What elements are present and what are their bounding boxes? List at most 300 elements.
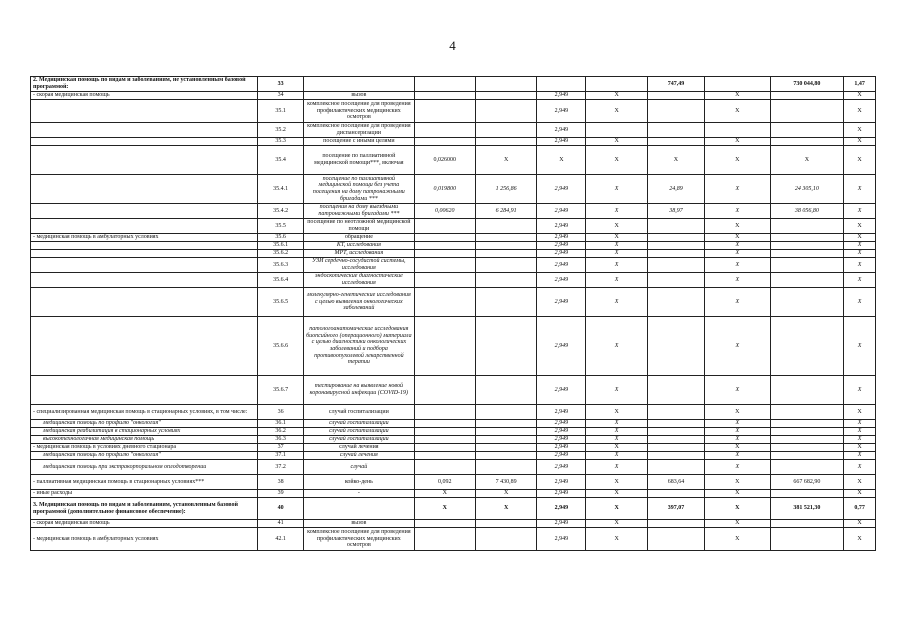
row-label-cell: медицинская помощь при экстракорпоральном оплодотворении [31,460,258,475]
table-cell [414,528,475,551]
table-cell [770,376,844,405]
table-row [31,475,876,490]
table-cell: X [705,428,770,436]
table-cell: 2,949 [537,490,586,498]
row-label-cell [31,273,258,288]
table-cell: X [705,452,770,460]
table-cell: 37.1 [258,452,304,460]
table-cell [475,444,536,452]
table-cell [705,77,770,92]
table-cell: X [586,436,647,444]
table-cell: 35.4 [258,146,304,175]
table-cell: X [705,520,770,528]
table-cell: X [586,138,647,146]
table-cell: X [844,146,876,175]
table-cell: X [844,123,876,138]
table-cell: 0,026000 [414,146,475,175]
table-cell: случай лечения [304,444,414,452]
table-row [31,175,876,204]
table-cell: 2,949 [537,288,586,317]
table-cell [647,317,704,376]
table-cell [475,219,536,234]
table-cell: 36.2 [258,428,304,436]
table-cell [475,100,536,123]
table-cell: посещение по неотложной медицинской помощи [304,219,414,234]
table-cell: X [705,219,770,234]
table-cell [414,123,475,138]
table-cell: 39 [258,490,304,498]
table-cell: 35.4.1 [258,175,304,204]
table-cell: 2,949 [537,250,586,258]
table-cell [647,123,704,138]
table-cell [475,452,536,460]
table-cell: 2,949 [537,428,586,436]
table-cell: 2,949 [537,475,586,490]
table-cell: X [586,258,647,273]
table-cell: X [586,460,647,475]
table-cell: 0,019800 [414,175,475,204]
table-cell [647,420,704,428]
table-cell: 397,07 [647,498,704,520]
table-row [31,452,876,460]
table-cell: X [475,146,536,175]
table-cell: X [647,146,704,175]
table-cell: X [586,475,647,490]
table-cell: X [586,528,647,551]
table-cell [414,436,475,444]
table-cell: X [586,146,647,175]
table-cell [475,123,536,138]
table-cell [414,428,475,436]
table-cell [770,100,844,123]
table-cell: X [844,100,876,123]
table-row [31,428,876,436]
row-label-cell [31,376,258,405]
table-row [31,123,876,138]
row-label-cell: - специализированная медицинская помощь в стационарных условиях, в том числе: [31,405,258,420]
table-cell [770,138,844,146]
table-cell [647,405,704,420]
table-cell: X [705,405,770,420]
table-cell: X [844,436,876,444]
row-label-cell [31,258,258,273]
table-cell [586,123,647,138]
table-cell: 2,949 [537,204,586,219]
table-cell: 35.6.3 [258,258,304,273]
table-cell: 683,64 [647,475,704,490]
table-cell [475,250,536,258]
table-cell [414,460,475,475]
table-cell: 0,77 [844,498,876,520]
table-cell [770,490,844,498]
table-cell: X [705,376,770,405]
table-cell [647,376,704,405]
row-label-cell: - паллиативная медицинская помощь в стационарных условиях*** [31,475,258,490]
row-label-cell [31,250,258,258]
table-cell: комплексное посещение для проведения профилактических медицинских осмотров [304,100,414,123]
table-cell: X [844,175,876,204]
table-cell [475,288,536,317]
table-cell [414,242,475,250]
table-cell: УЗИ сердечно-сосудистой системы, исследования [304,258,414,273]
table-cell: X [475,490,536,498]
table-cell: посещения на дому выездными патронажными бригадами *** [304,204,414,219]
table-cell [770,436,844,444]
row-label-cell: - медицинская помощь в условиях дневного стационара [31,444,258,452]
table-cell: 38 [258,475,304,490]
table-cell: X [844,520,876,528]
table-cell [586,77,647,92]
table-cell: X [705,234,770,242]
table-cell: эндоскопические диагностические исследования [304,273,414,288]
table-cell: 2,949 [537,242,586,250]
table-cell: 2,949 [537,219,586,234]
table-cell: X [705,288,770,317]
table-cell [770,405,844,420]
table-cell [647,428,704,436]
table-cell [770,250,844,258]
table-cell: - [304,490,414,498]
table-cell: X [586,250,647,258]
table-cell: вызов [304,520,414,528]
table-cell: 2,949 [537,258,586,273]
table-cell [304,498,414,520]
table-cell: случай госпитализации [304,405,414,420]
table-cell [414,520,475,528]
table-cell: 35.6.2 [258,250,304,258]
table-row [31,490,876,498]
table-cell: 2,949 [537,317,586,376]
table-cell: X [586,234,647,242]
table-row [31,317,876,376]
table-row [31,436,876,444]
row-label-cell [31,175,258,204]
table-cell: 35.6.4 [258,273,304,288]
table-cell: 2,949 [537,436,586,444]
table-cell: 2,949 [537,420,586,428]
table-cell: X [586,444,647,452]
table-cell [414,138,475,146]
table-cell: 37 [258,444,304,452]
table-cell [475,138,536,146]
table-cell: X [705,444,770,452]
table-row [31,405,876,420]
table-cell [770,234,844,242]
table-cell [414,420,475,428]
table-cell: 38,97 [647,204,704,219]
table-cell: X [586,520,647,528]
table-cell: 35.5 [258,219,304,234]
table-cell [475,528,536,551]
table-cell [475,460,536,475]
table-cell [647,242,704,250]
table-row [31,520,876,528]
table-cell [414,92,475,100]
table-cell [304,77,414,92]
table-cell [770,520,844,528]
table-cell [705,123,770,138]
table-row [31,77,876,92]
table-cell: X [705,258,770,273]
table-cell: КТ, исследования [304,242,414,250]
table-cell: X [844,242,876,250]
table-cell: X [586,100,647,123]
table-cell: 35.2 [258,123,304,138]
table-cell: молекулярно-генетические исследования с целью выявления онкологических заболеваний [304,288,414,317]
table-cell [647,273,704,288]
table-cell: 38 056,80 [770,204,844,219]
table-cell: X [586,498,647,520]
table-cell: X [844,317,876,376]
table-row [31,444,876,452]
table-cell: X [844,420,876,428]
table-cell: X [844,258,876,273]
table-cell [647,258,704,273]
table-cell: случай [304,460,414,475]
table-cell: X [844,288,876,317]
table-cell: X [770,146,844,175]
table-cell [647,490,704,498]
table-cell: X [844,219,876,234]
table-cell: X [586,428,647,436]
table-cell [414,317,475,376]
table-cell: 7 430,89 [475,475,536,490]
table-cell: X [844,234,876,242]
table-cell: 2,949 [537,444,586,452]
table-cell [647,138,704,146]
row-label-cell [31,219,258,234]
table-cell: 6 284,91 [475,204,536,219]
table-cell: 2,949 [537,175,586,204]
table-cell [770,317,844,376]
table-cell: X [586,317,647,376]
table-row [31,376,876,405]
row-label-cell: - скорая медицинская помощь [31,520,258,528]
table-row [31,288,876,317]
row-label-cell [31,138,258,146]
table-cell: 35.6 [258,234,304,242]
table-cell: 2,949 [537,100,586,123]
table-cell: X [844,452,876,460]
table-cell [770,452,844,460]
table-cell: вызов [304,92,414,100]
table-cell: X [586,405,647,420]
table-cell: 2,949 [537,520,586,528]
page-number: 4 [449,38,456,53]
table-cell: 730 044,80 [770,77,844,92]
row-label-cell [31,242,258,250]
table-cell [770,92,844,100]
table-cell: 37.2 [258,460,304,475]
table-cell: 36 [258,405,304,420]
table-cell: X [414,490,475,498]
funding-table [30,76,876,551]
table-cell: X [586,219,647,234]
table-cell: посещение по паллиативной медицинской помощи без учета посещения на дому патронажными бригадами *** [304,175,414,204]
table-cell: 33 [258,77,304,92]
table-cell [414,219,475,234]
table-row [31,219,876,234]
table-row [31,92,876,100]
table-cell: X [705,92,770,100]
table-cell: 2,949 [537,528,586,551]
table-cell: X [586,490,647,498]
table-cell: X [705,146,770,175]
table-cell [414,234,475,242]
table-cell: 40 [258,498,304,520]
table-cell: X [705,460,770,475]
table-cell: X [586,175,647,204]
table-cell [770,242,844,250]
table-cell: обращение [304,234,414,242]
table-cell: X [705,528,770,551]
table-cell: 24 305,10 [770,175,844,204]
table-cell [475,77,536,92]
table-cell [647,288,704,317]
table-cell [475,436,536,444]
table-cell [414,405,475,420]
table-row [31,528,876,551]
table-cell: X [705,242,770,250]
table-cell: X [705,138,770,146]
table-cell [770,123,844,138]
table-cell: X [586,288,647,317]
table-cell [414,77,475,92]
table-cell: 35.6.5 [258,288,304,317]
table-cell: X [844,250,876,258]
row-label-cell: медицинская помощь по профилю "онкология" [31,420,258,428]
table-cell [475,273,536,288]
table-cell: 35.6.7 [258,376,304,405]
table-cell: случай госпитализации [304,420,414,428]
row-label-cell: - иные расходы [31,490,258,498]
table-row [31,234,876,242]
table-cell [414,258,475,273]
table-cell: 381 521,30 [770,498,844,520]
table-cell [475,242,536,250]
table-cell [475,420,536,428]
row-label-cell: 2. Медицинская помощь по видам и заболеваниям, не установленным базовой программой: [31,77,258,92]
table-cell [647,452,704,460]
table-cell [647,100,704,123]
table-cell: 34 [258,92,304,100]
row-label-cell [31,100,258,123]
table-cell: 0,00620 [414,204,475,219]
table-cell [770,420,844,428]
table-cell: 1,47 [844,77,876,92]
row-label-cell: медицинская реабилитация в стационарных условиях [31,428,258,436]
table-cell: комплексное посещение для проведения профилактических медицинских осмотров [304,528,414,551]
table-cell: X [705,420,770,428]
table-cell: 41 [258,520,304,528]
row-label-cell: - медицинская помощь в амбулаторных условиях [31,234,258,242]
table-cell: 35.3 [258,138,304,146]
table-cell: 667 682,90 [770,475,844,490]
table-cell: X [586,376,647,405]
table-cell: X [705,100,770,123]
table-cell: койко-день [304,475,414,490]
table-cell [647,92,704,100]
table-cell: 2,949 [537,92,586,100]
table-cell [647,520,704,528]
table-cell: случай лечения [304,452,414,460]
table-cell: X [844,92,876,100]
table-cell: 2,949 [537,273,586,288]
table-cell: 36.3 [258,436,304,444]
table-cell [647,444,704,452]
row-label-cell [31,204,258,219]
table-cell: 2,949 [537,123,586,138]
table-row [31,498,876,520]
table-cell [770,444,844,452]
table-cell [414,376,475,405]
table-cell: 42.1 [258,528,304,551]
table-cell [414,288,475,317]
table-cell: X [586,452,647,460]
table-cell: X [844,460,876,475]
table-cell: X [844,273,876,288]
table-row [31,420,876,428]
table-cell [475,376,536,405]
table-cell: X [705,498,770,520]
table-cell [475,428,536,436]
table-cell [647,250,704,258]
table-cell [770,288,844,317]
table-cell [647,528,704,551]
table-cell: X [537,146,586,175]
table-cell: случай госпитализации [304,428,414,436]
table-cell: X [705,436,770,444]
table-cell [475,234,536,242]
table-row [31,242,876,250]
table-cell: X [475,498,536,520]
table-cell: X [844,444,876,452]
table-cell: X [586,92,647,100]
table-cell: 1 256,86 [475,175,536,204]
table-cell: 2,949 [537,498,586,520]
table-cell: X [705,475,770,490]
row-label-cell: высокотехнологичная медицинская помощь [31,436,258,444]
table-cell [647,234,704,242]
table-cell: 2,949 [537,234,586,242]
table-cell: посещение по паллиативной медицинской помощи***, включая [304,146,414,175]
row-label-cell [31,317,258,376]
row-label-cell: - медицинская помощь в амбулаторных условиях [31,528,258,551]
table-cell [770,528,844,551]
table-cell [770,460,844,475]
table-cell: тестирование на выявление новой коронавирусной инфекции (COVID-19) [304,376,414,405]
table-cell: 2,949 [537,452,586,460]
table-cell: X [844,528,876,551]
table-cell: X [705,175,770,204]
row-label-cell: - скорая медицинская помощь [31,92,258,100]
table-row [31,460,876,475]
table-cell: X [586,242,647,250]
table-cell [647,460,704,475]
table-cell: X [586,204,647,219]
table-cell [770,258,844,273]
table-cell: 36.1 [258,420,304,428]
table-cell [770,273,844,288]
table-cell [414,273,475,288]
table-cell: X [586,420,647,428]
row-label-cell [31,146,258,175]
table-cell: X [705,317,770,376]
table-cell: 35.4.2 [258,204,304,219]
table-cell: 35.6.6 [258,317,304,376]
table-cell: 2,949 [537,405,586,420]
table-cell [647,436,704,444]
